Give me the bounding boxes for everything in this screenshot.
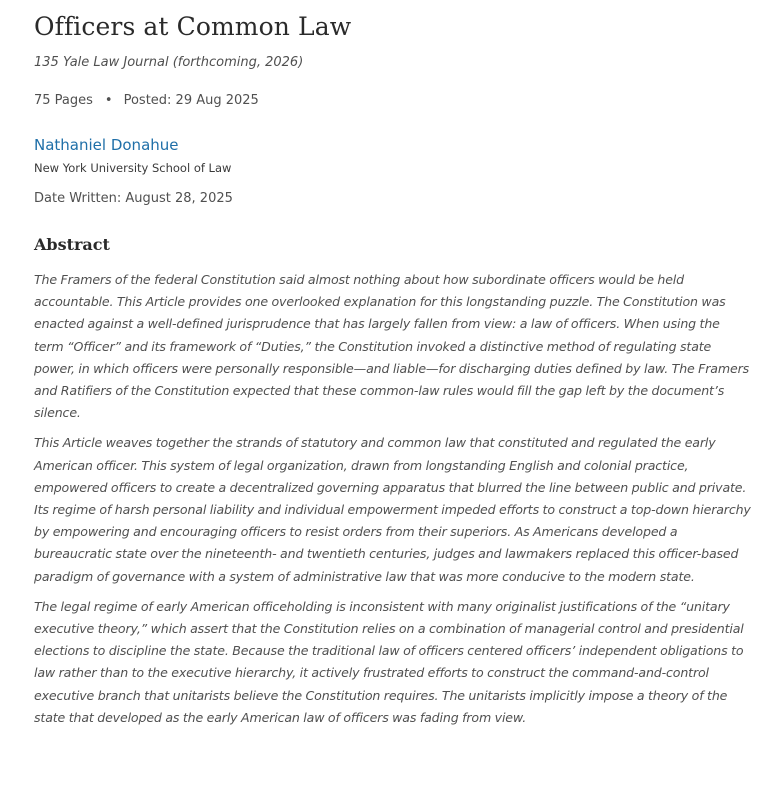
abstract-paragraph-3: The legal regime of early American officeholding is inconsistent with many originalist justifications of the “unitary executive theory,” which assert that the Constitution relies on a combination of managerial control and presidential elections to discipline the state. Because the traditional law of officers centered officers’ independent obligations to law rather than to the executive hierarchy, it actively frustrated efforts to construct the command-and-control executive branch that unitarists believe the Constitution requires. The unitarists implicitly impose a theory of the state that developed as the early American law of officers was fading from view. xyxy=(34,598,744,725)
meta-separator: • xyxy=(104,93,113,108)
abstract-heading: Abstract xyxy=(34,235,110,254)
abstract-paragraph-1: The Framers of the federal Constitution said almost nothing about how subordinate officers would be held accountable. This Article provides one overlooked explanation for this longstanding puzzle. The Constitution was enacted against a well-defined jurisprudence that has largely fallen from view: a law of officers. When using the term “Officer” and its framework of “Duties,” the Constitution invoked a distinctive method of regulating state power, in which officers were personally responsible—and liable—for discharging duties defined by law. The Framers and Ratifiers of the Constitution expected that these common-law rules would fill the gap left by the document’s silence. xyxy=(34,272,750,421)
page-count: 75 Pages xyxy=(34,93,93,108)
posted-date: Posted: 29 Aug 2025 xyxy=(123,93,259,108)
abstract-paragraph-2: This Article weaves together the strands of statutory and common law that constituted and regulated the early American officer. This system of legal organization, drawn from longstanding English and colonial practice, empowered officers to create a decentralized governing apparatus that blurred the line between public and private. Its regime of harsh personal liability and individual empowerment impeded efforts to construct a top-down hierarchy by empowering and encouraging officers to resist orders from their superiors. As Americans developed a bureaucratic state over the nineteenth- and twentieth centuries, judges and lawmakers replaced this officer-based paradigm of governance with a system of administrative law that was more conducive to the modern state. xyxy=(34,435,751,584)
author-link[interactable]: Nathaniel Donahue xyxy=(34,136,179,154)
date-written: Date Written: August 28, 2025 xyxy=(34,191,233,206)
author-affiliation: New York University School of Law xyxy=(34,161,232,175)
journal-citation: 135 Yale Law Journal (forthcoming, 2026) xyxy=(34,55,304,70)
abstract-body xyxy=(34,269,752,737)
paper-meta xyxy=(34,91,259,111)
paper-title: Officers at Common Law xyxy=(34,12,352,41)
